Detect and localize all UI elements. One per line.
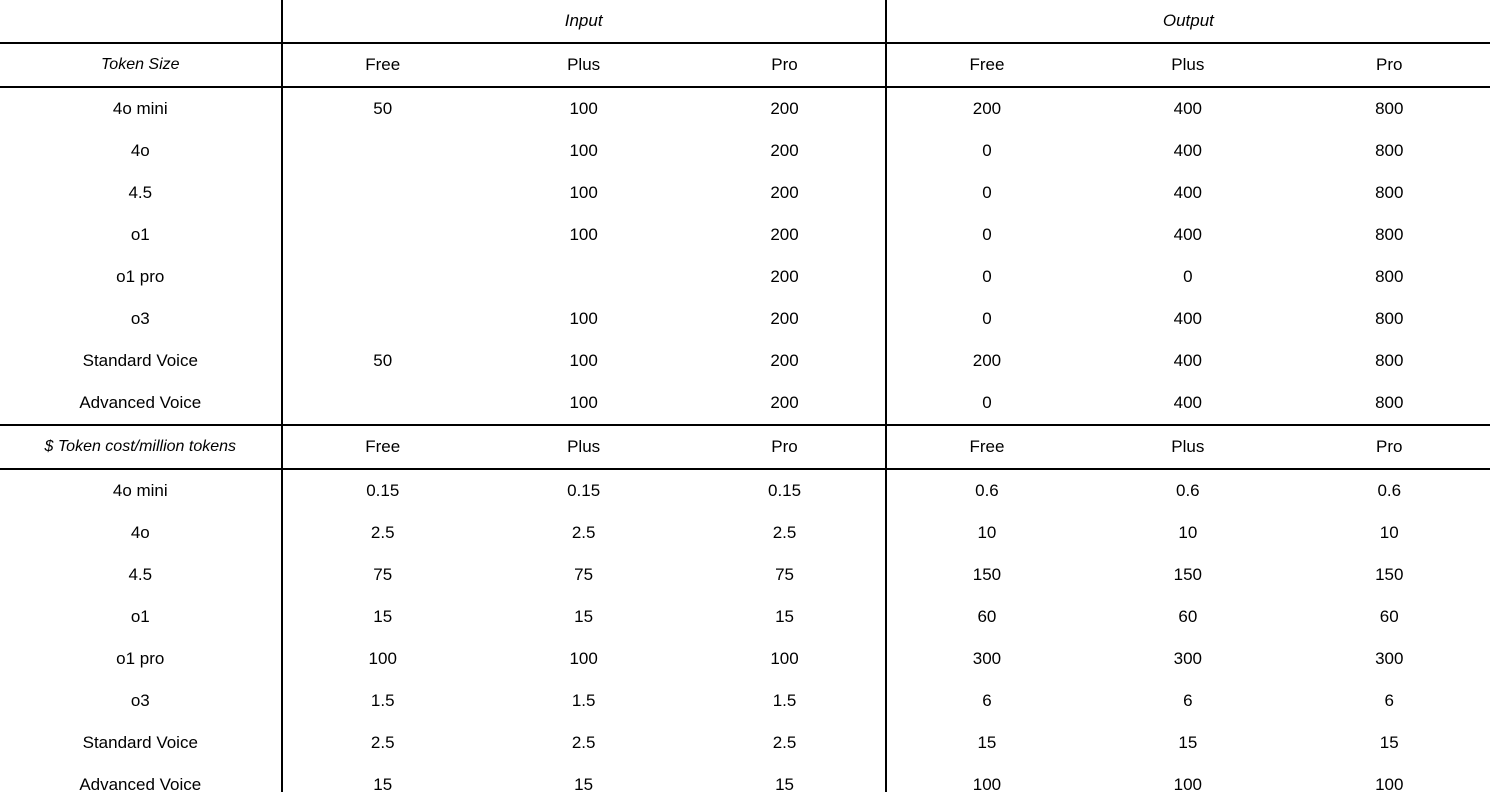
table-row [0,130,1490,172]
cell-input-plus: 100 [569,225,598,244]
cell-input-pro: 200 [770,351,799,370]
cell-output-plus: 0 [1183,267,1193,286]
cell-output-pro: 100 [1375,775,1404,792]
table-row [0,87,1490,130]
section2-header-row [0,425,1490,469]
cell-input-pro: 100 [770,649,799,668]
cell-output-plus: 400 [1087,382,1288,425]
row-label: 4o mini [0,469,282,512]
section2-col-output-free: Free [886,425,1087,469]
cell-output-free: 200 [886,340,1087,382]
cell-output-plus: 400 [1173,183,1202,202]
cell-input-free: 15 [373,775,393,792]
cell-output-pro: 800 [1375,183,1404,202]
row-label: o3 [0,680,282,722]
cell-output-free: 0 [886,130,1087,172]
cell-input-pro: 15 [775,775,794,792]
cell-output-free: 200 [886,87,1087,130]
cell-input-plus: 100 [483,382,684,425]
row-label: 4.5 [0,554,282,596]
cell-output-pro: 15 [1379,733,1399,752]
cell-output-pro: 800 [1375,309,1404,328]
cell-input-free [282,172,483,214]
cell-input-plus: 2.5 [571,523,596,542]
section2-label: $ Token cost/million tokens [0,425,282,469]
table-row [0,298,1490,340]
section1-col-output-plus: Plus [1087,43,1288,87]
table-row [0,638,1490,680]
cell-input-free: 50 [373,99,393,118]
table-row [0,469,1490,512]
table-row [0,554,1490,596]
cell-output-free: 6 [886,680,1087,722]
cell-input-plus: 2.5 [571,733,596,752]
row-label: Advanced Voice [0,382,282,425]
cell-input-pro: 0.15 [767,481,802,500]
cell-output-plus: 60 [1178,607,1198,626]
cell-output-plus: 15 [1178,733,1198,752]
cell-output-free: 300 [886,638,1087,680]
cell-output-pro: 800 [1375,99,1404,118]
cell-input-free [282,298,483,340]
cell-output-free: 0.6 [886,469,1087,512]
cell-output-pro: 800 [1375,267,1404,286]
table-row [0,680,1490,722]
cell-output-pro: 800 [1289,382,1490,425]
row-label: o1 pro [0,256,282,298]
cell-input-free: 0.15 [366,481,400,500]
table-row [0,596,1490,638]
row-label: 4o mini [0,87,282,130]
cell-output-free: 0 [886,172,1087,214]
cell-input-plus: 15 [574,607,594,626]
cell-output-plus: 100 [1173,775,1202,792]
cell-input-pro: 200 [770,267,799,286]
cell-input-plus: 100 [569,309,598,328]
cell-input-pro: 200 [770,225,799,244]
cell-input-pro: 2.5 [772,733,797,752]
section2-col-output-pro: Pro [1289,425,1490,469]
cell-input-plus: 100 [569,141,598,160]
section1-col-output-pro: Pro [1289,43,1490,87]
row-label: 4.5 [0,172,282,214]
section1-header-row [0,43,1490,87]
cell-input-plus: 15 [574,775,594,792]
cell-input-free: 100 [368,649,397,668]
cell-input-free: 50 [373,351,393,370]
table-row [0,340,1490,382]
section1-label: Token Size [0,43,282,87]
cell-input-free [282,214,483,256]
cell-input-plus: 100 [569,99,598,118]
section2-col-output-plus: Plus [1087,425,1288,469]
cell-output-free: 0 [886,256,1087,298]
cell-input-pro: 2.5 [772,523,797,542]
top-header-corner [0,0,282,43]
section2-col-input-free: Free [282,425,483,469]
cell-input-free [282,382,483,425]
cell-input-plus: 0.15 [567,481,601,500]
cell-output-pro: 60 [1379,607,1399,626]
section1-col-output-free: Free [886,43,1087,87]
row-label: o1 [0,214,282,256]
cell-output-plus: 400 [1173,99,1202,118]
cell-output-free: 0 [886,214,1087,256]
cell-output-plus: 10 [1178,523,1198,542]
cell-input-pro: 200 [684,382,885,425]
table-top-header-row [0,0,1490,43]
table-row [0,172,1490,214]
cell-input-plus: 100 [569,351,598,370]
section1-col-input-free: Free [282,43,483,87]
cell-input-plus: 100 [569,183,598,202]
cell-output-free: 10 [886,512,1087,554]
cell-input-pro: 15 [775,607,794,626]
cell-output-free: 0 [886,298,1087,340]
cell-output-plus: 0.6 [1176,481,1200,500]
cell-input-plus: 75 [574,565,594,584]
cell-output-pro: 0.6 [1377,481,1402,500]
row-label: o3 [0,298,282,340]
cell-output-pro: 6 [1384,691,1394,710]
row-label: Standard Voice [0,340,282,382]
cell-input-pro: 200 [770,183,799,202]
cell-output-plus: 300 [1173,649,1202,668]
cell-output-free: 15 [886,722,1087,764]
cell-output-plus: 400 [1173,141,1202,160]
cell-output-pro: 800 [1375,225,1404,244]
cell-output-free: 100 [886,764,1087,792]
cell-input-plus: 1.5 [571,691,596,710]
cell-input-free: 15 [373,607,393,626]
cell-input-free: 1.5 [370,691,395,710]
cell-input-free [282,256,483,298]
cell-input-pro: 75 [775,565,794,584]
table-row [0,256,1490,298]
cell-output-plus: 400 [1173,225,1202,244]
cell-output-pro: 10 [1379,523,1399,542]
table-row [0,722,1490,764]
table-row [0,382,1490,425]
cell-output-free: 60 [886,596,1087,638]
cell-output-free: 0 [886,382,1087,425]
row-label: o1 pro [0,638,282,680]
cell-output-plus: 400 [1173,309,1202,328]
row-label: 4o [0,130,282,172]
row-label: Standard Voice [0,722,282,764]
cell-input-free [282,130,483,172]
section1-col-input-pro: Pro [684,43,885,87]
section1-col-input-plus: Plus [483,43,684,87]
cell-output-pro: 800 [1375,351,1404,370]
cell-output-free: 150 [886,554,1087,596]
top-header-output: Output [886,0,1490,43]
cell-output-plus: 150 [1173,565,1202,584]
cell-input-plus: 100 [569,649,598,668]
cell-input-plus [483,256,684,298]
cell-input-pro: 1.5 [772,691,797,710]
cell-input-pro: 200 [770,141,799,160]
cell-input-pro: 200 [770,99,799,118]
table-row [0,764,1490,792]
cell-input-free: 75 [373,565,393,584]
table-row [0,512,1490,554]
cell-output-pro: 300 [1375,649,1404,668]
cell-input-pro: 200 [770,309,799,328]
section2-col-input-plus: Plus [483,425,684,469]
cell-input-free: 2.5 [370,733,395,752]
section2-col-input-pro: Pro [684,425,885,469]
cell-output-plus: 400 [1173,351,1202,370]
top-header-input: Input [564,11,603,30]
cell-output-pro: 800 [1375,141,1404,160]
cell-output-plus: 6 [1183,691,1193,710]
cell-output-pro: 150 [1375,565,1404,584]
cell-input-free: 2.5 [370,523,395,542]
row-label: o1 [0,596,282,638]
row-label: 4o [0,512,282,554]
row-label: Advanced Voice [0,764,282,792]
table-row [0,214,1490,256]
